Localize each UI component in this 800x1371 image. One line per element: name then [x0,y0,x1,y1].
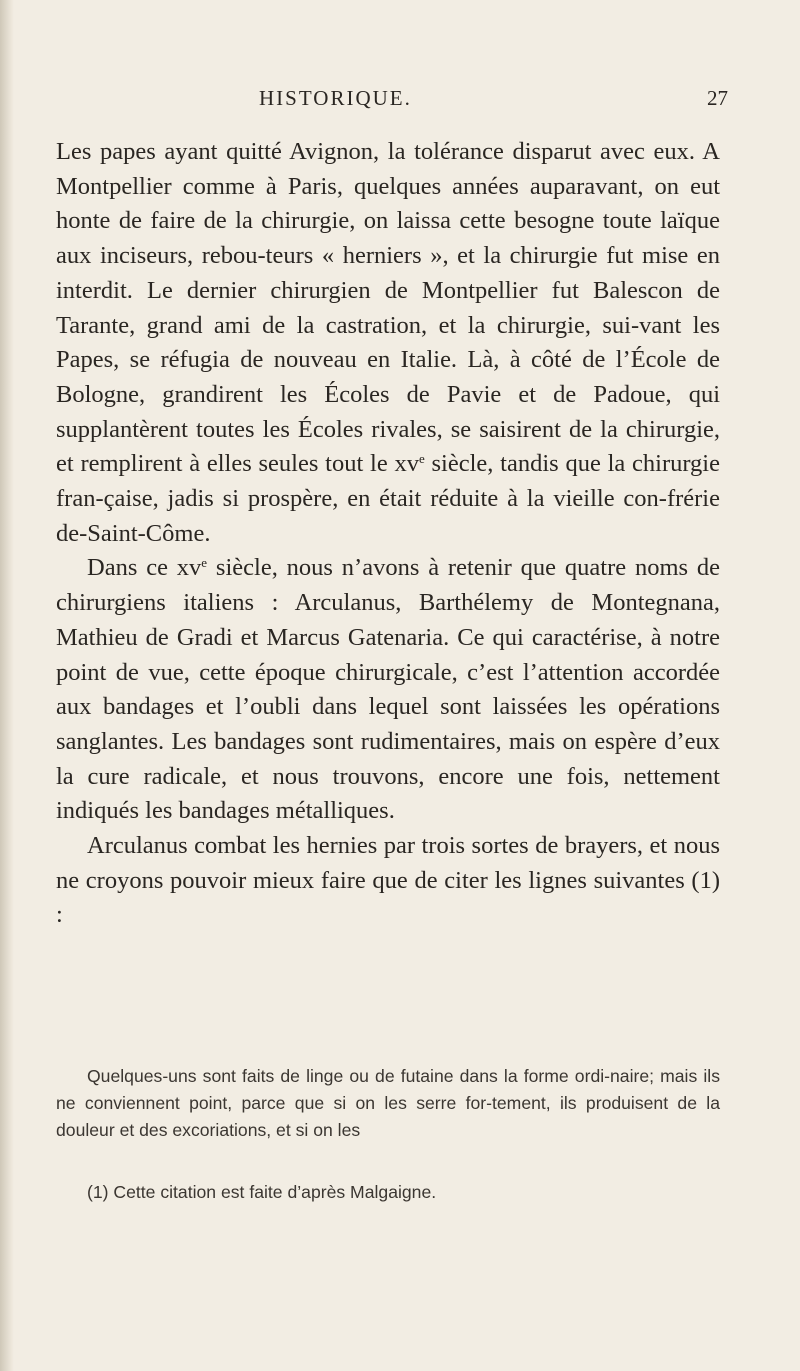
century-superscript: e [418,451,425,467]
century-superscript: e [201,555,208,571]
quotation-block [56,1063,720,1144]
paragraph-1-text-continued: siècle, tandis que la chirurgie fran-çaise, jadis si prospère, en était réduite à la vieille con-frérie de-Saint-Côme. [56,450,720,547]
paragraph-1-text: Les papes ayant quitté Avignon, la tolérance disparut avec eux. A Montpellier comme à Paris, quelques années auparavant, on eut honte de faire de la chirurgie, on laissa cette besogne toute laïque aux inciseurs, rebou-teurs « herniers », et la chirurgie fut mise en interdit. Le dernier chirurgien de Montpellier fut Balescon de Tarante, grand ami de la castration, et la chirurgie, sui-vant les Papes, se réfugia de nouveau en Italie. Là, à côté de l’École de Bologne, grandirent les Écoles de Pavie et de Padoue, qui supplantèrent toutes les Écoles rivales, se saisirent de la chirurgie, et remplirent à elles seules tout le xv [56,138,720,478]
page-number: 27 [707,86,728,110]
paragraph-2-text-continued: siècle, nous n’avons à retenir que quatre noms de chirurgiens italiens : Arculanus, Barthélemy de Montegnana, Mathieu de Gradi et Marcus Gatenaria. Ce qui caractérise, à notre point de vue, cette époque chirurgicale, c’est l’attention accordée aux bandages et l’oubli dans lequel sont laissées les opérations sanglantes. Les bandages sont rudimentaires, mais on espère d’eux la cure radicale, et nous trouvons, encore une fois, nettement indiqués les bandages métalliques. [56,554,721,825]
body-text [56,135,720,933]
page-edge-shadow [0,0,14,1371]
paragraph-2 [56,551,720,829]
footnote [56,1180,720,1204]
footnote-text: (1) Cette citation est faite d’après Malgaigne. [87,1182,437,1202]
quotation-text: Quelques-uns sont faits de linge ou de futaine dans la forme ordi-naire; mais ils ne conviennent point, parce que si on les serre for-tement, ils produisent de la douleur et des excoriations, et si on les [56,1066,720,1140]
paragraph-2-text: Dans ce xv [87,554,202,582]
running-title: HISTORIQUE. [259,86,412,110]
paragraph-3: Arculanus combat les hernies par trois sortes de brayers, et nous ne croyons pouvoir mieux faire que de citer les lignes suivantes (1) : [56,832,720,929]
page-header [0,86,800,116]
paragraph-1 [56,135,720,551]
